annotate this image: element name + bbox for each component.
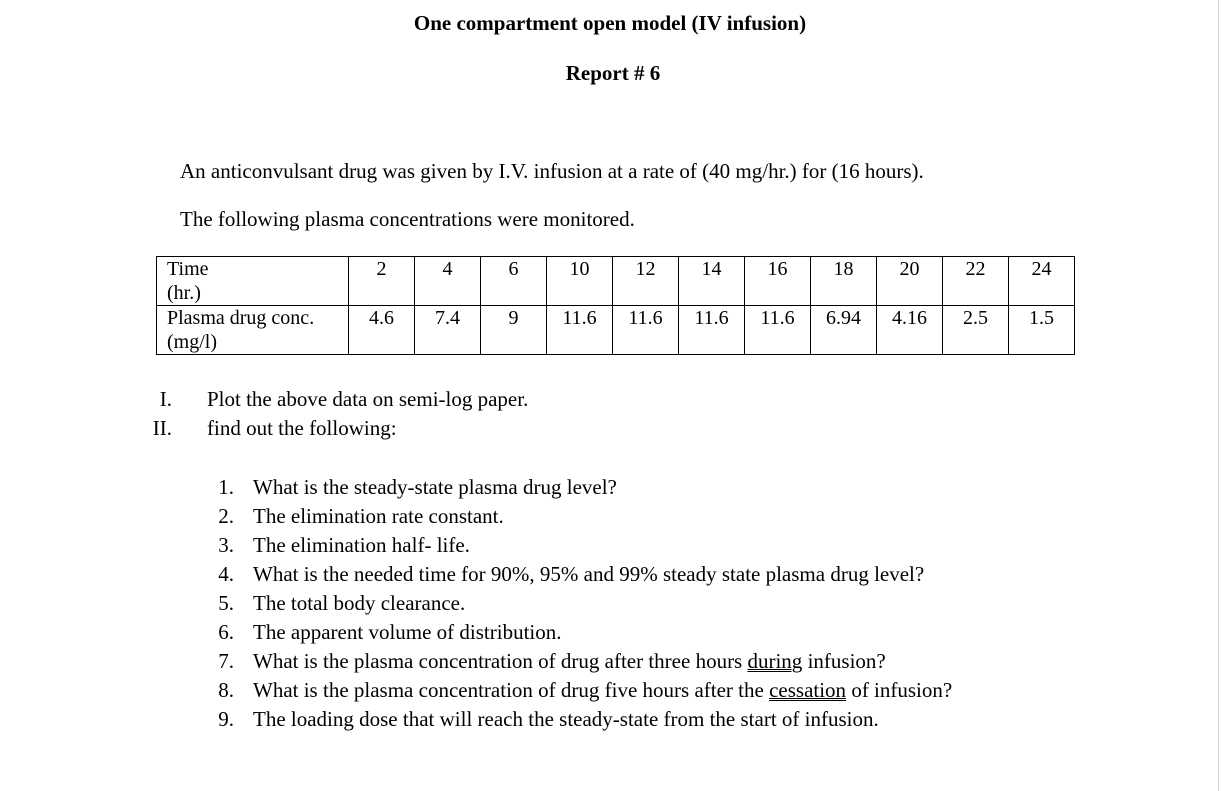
time-label: Time	[167, 258, 209, 280]
document-title: One compartment open model (IV infusion)	[413, 11, 807, 35]
time-unit: (hr.)	[167, 282, 201, 304]
question-text: The total body clearance.	[253, 591, 466, 615]
time-cell: 18	[811, 257, 877, 306]
time-cell: 16	[745, 257, 811, 306]
page-edge-rule	[1218, 0, 1219, 791]
time-cell: 10	[547, 257, 613, 306]
report-number: Report # 6	[565, 61, 661, 85]
task-marker: II.	[152, 416, 172, 440]
task-marker: I.	[159, 387, 172, 411]
concentration-cell: 9	[481, 306, 547, 355]
concentration-cell: 7.4	[415, 306, 481, 355]
time-row	[157, 257, 1075, 306]
time-row-label	[157, 257, 349, 306]
time-cell: 24	[1009, 257, 1075, 306]
time-cell: 6	[481, 257, 547, 306]
question-number: 1.	[218, 475, 234, 499]
concentration-cell: 11.6	[745, 306, 811, 355]
intro-paragraph-monitoring: The following plasma concentrations were monitored.	[180, 207, 635, 231]
concentration-cell: 4.16	[877, 306, 943, 355]
question-number: 2.	[218, 504, 234, 528]
question-text: The elimination half- life.	[253, 533, 470, 557]
concentration-unit: (mg/l)	[167, 331, 217, 353]
question-number: 4.	[218, 562, 234, 586]
time-cell: 20	[877, 257, 943, 306]
question-number: 9.	[218, 707, 234, 731]
concentration-cell: 6.94	[811, 306, 877, 355]
underlined-word: during	[747, 649, 803, 673]
time-cell: 22	[943, 257, 1009, 306]
task-text: Plot the above data on semi-log paper.	[207, 387, 529, 411]
time-cell: 14	[679, 257, 745, 306]
question-text: What is the plasma concentration of drug five hours after the cessation of infusion?	[253, 678, 953, 702]
question-text: The elimination rate constant.	[253, 504, 504, 528]
task-text: find out the following:	[207, 416, 397, 440]
concentration-label: Plasma drug conc.	[167, 307, 315, 329]
concentration-table	[156, 256, 1075, 355]
concentration-cell: 11.6	[679, 306, 745, 355]
concentration-cell: 4.6	[349, 306, 415, 355]
concentration-cell: 11.6	[547, 306, 613, 355]
question-number: 8.	[218, 678, 234, 702]
question-text: The loading dose that will reach the steady-state from the start of infusion.	[253, 707, 879, 731]
question-number: 7.	[218, 649, 234, 673]
question-text: What is the steady-state plasma drug level?	[253, 475, 617, 499]
time-cell: 12	[613, 257, 679, 306]
concentration-row	[157, 306, 1075, 355]
time-cell: 2	[349, 257, 415, 306]
underlined-word: cessation	[769, 678, 847, 702]
question-text: What is the needed time for 90%, 95% and 99% steady state plasma drug level?	[253, 562, 925, 586]
concentration-cell: 1.5	[1009, 306, 1075, 355]
concentration-cell: 2.5	[943, 306, 1009, 355]
question-text: The apparent volume of distribution.	[253, 620, 562, 644]
intro-paragraph-dose: An anticonvulsant drug was given by I.V. infusion at a rate of (40 mg/hr.) for (16 hours).	[180, 159, 924, 183]
time-cell: 4	[415, 257, 481, 306]
concentration-cell: 11.6	[613, 306, 679, 355]
concentration-row-label	[157, 306, 349, 355]
question-text: What is the plasma concentration of drug after three hours during infusion?	[253, 649, 886, 673]
question-number: 6.	[218, 620, 234, 644]
question-number: 3.	[218, 533, 234, 557]
question-number: 5.	[218, 591, 234, 615]
